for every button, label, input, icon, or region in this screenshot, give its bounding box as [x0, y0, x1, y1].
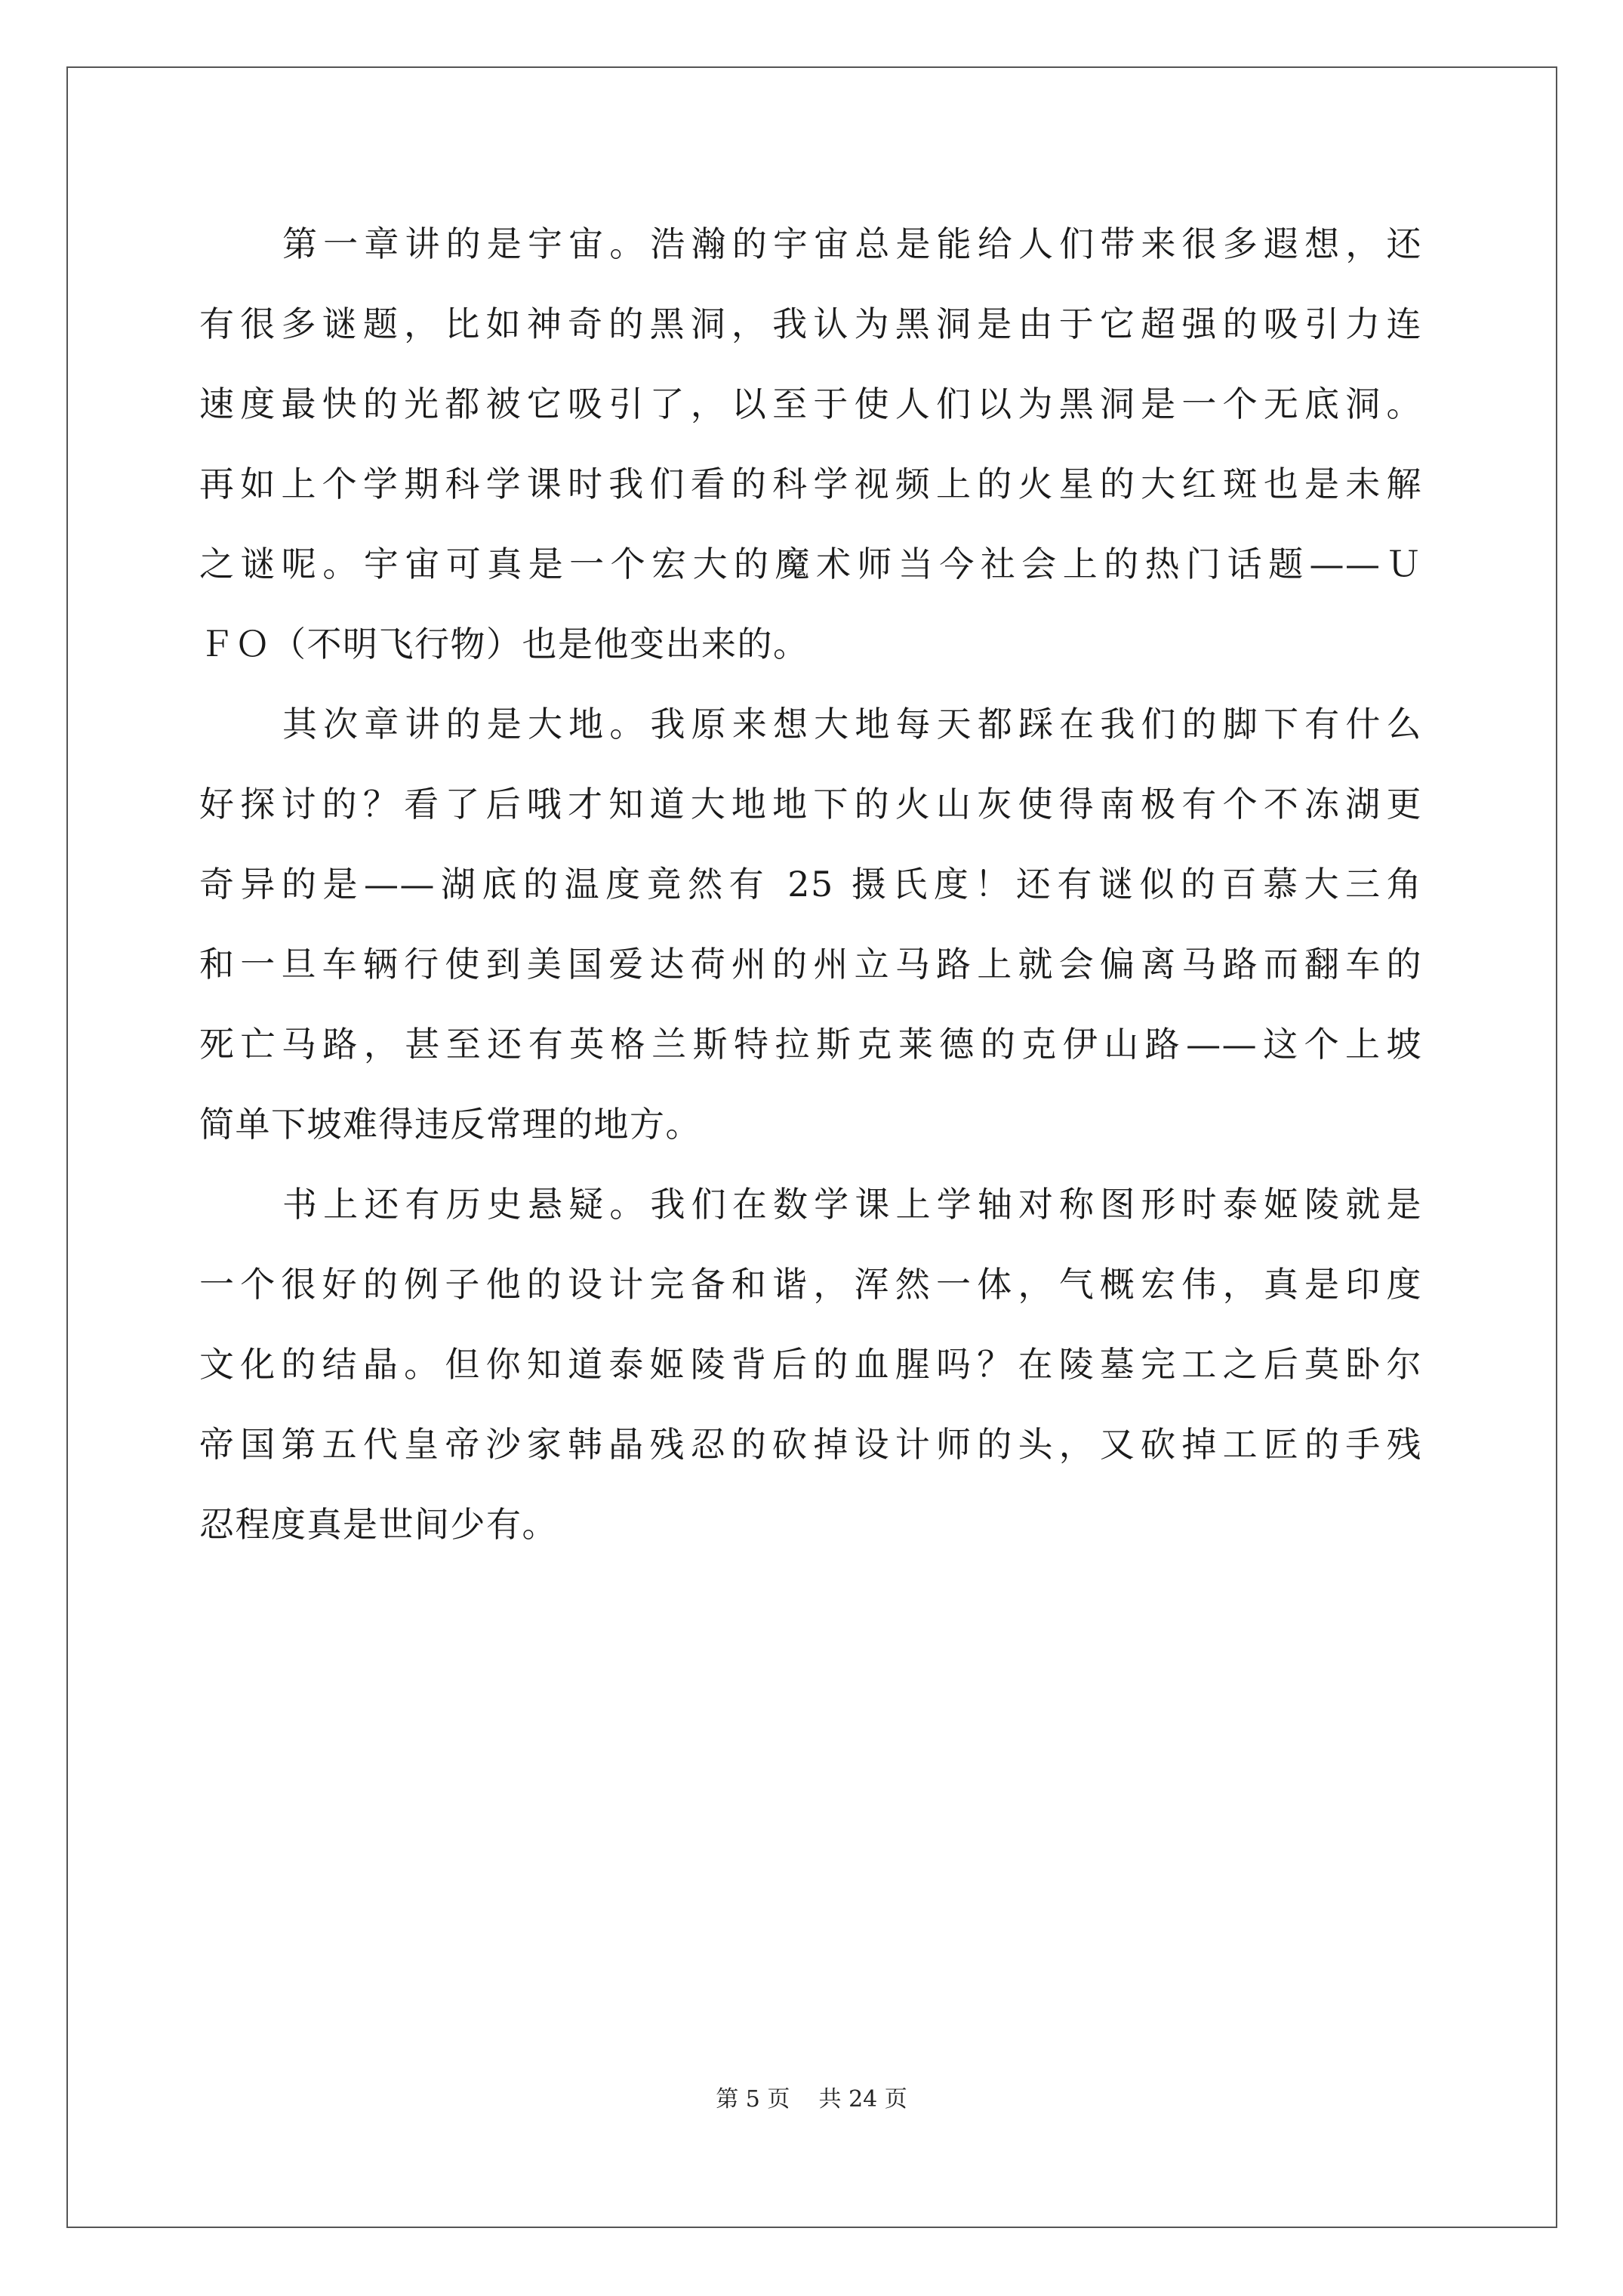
text-line: 奇异的是——湖底的温度竟然有 25 摄氏度！还有谜似的百慕大三角: [199, 864, 1422, 905]
text-line: 其次章讲的是大地。我原来想大地每天都踩在我们的脚下有什么: [282, 704, 1422, 744]
text-line: 一个很好的例子他的设计完备和谐，浑然一体，气概宏伟，真是印度: [199, 1264, 1422, 1305]
text-line: 之谜呢。宇宙可真是一个宏大的魔术师当今社会上的热门话题——Ｕ: [199, 544, 1422, 584]
text-line: 速度最快的光都被它吸引了，以至于使人们以为黑洞是一个无底洞。: [199, 384, 1422, 424]
text-line: 忍程度真是世间少有。: [199, 1504, 558, 1545]
text-line: 文化的结晶。但你知道泰姬陵背后的血腥吗？在陵墓完工之后莫卧尔: [199, 1344, 1422, 1385]
text-line: 和一旦车辆行使到美国爱达荷州的州立马路上就会偏离马路而翻车的: [199, 944, 1422, 985]
paragraph-history: [199, 1164, 1422, 1564]
paragraph-universe: [199, 204, 1422, 684]
paragraph-earth: [199, 684, 1422, 1164]
text-line: ＦＯ（不明飞行物）也是他变出来的。: [199, 624, 809, 664]
text-line: 好探讨的？看了后哦才知道大地地下的火山灰使得南极有个不冻湖更: [199, 784, 1422, 824]
text-line: 帝国第五代皇帝沙家韩晶残忍的砍掉设计师的头，又砍掉工匠的手残: [199, 1424, 1422, 1465]
text-line: 再如上个学期科学课时我们看的科学视频上的火星的大红斑也是未解: [199, 464, 1422, 504]
document-body: [199, 204, 1422, 1564]
text-line: 简单下坡难得违反常理的地方。: [199, 1104, 701, 1145]
page-total: 共 24 页: [818, 2086, 907, 2113]
page-footer: [0, 2080, 1623, 2113]
text-line: 第一章讲的是宇宙。浩瀚的宇宙总是能给人们带来很多遐想，还: [282, 223, 1422, 264]
text-line: 死亡马路，甚至还有英格兰斯特拉斯克莱德的克伊山路——这个上坡: [199, 1024, 1422, 1065]
page-number: 第 5 页: [716, 2086, 790, 2113]
text-line: 有很多谜题，比如神奇的黑洞，我认为黑洞是由于它超强的吸引力连: [199, 304, 1422, 344]
text-line: 书上还有历史悬疑。我们在数学课上学轴对称图形时泰姬陵就是: [282, 1184, 1422, 1225]
